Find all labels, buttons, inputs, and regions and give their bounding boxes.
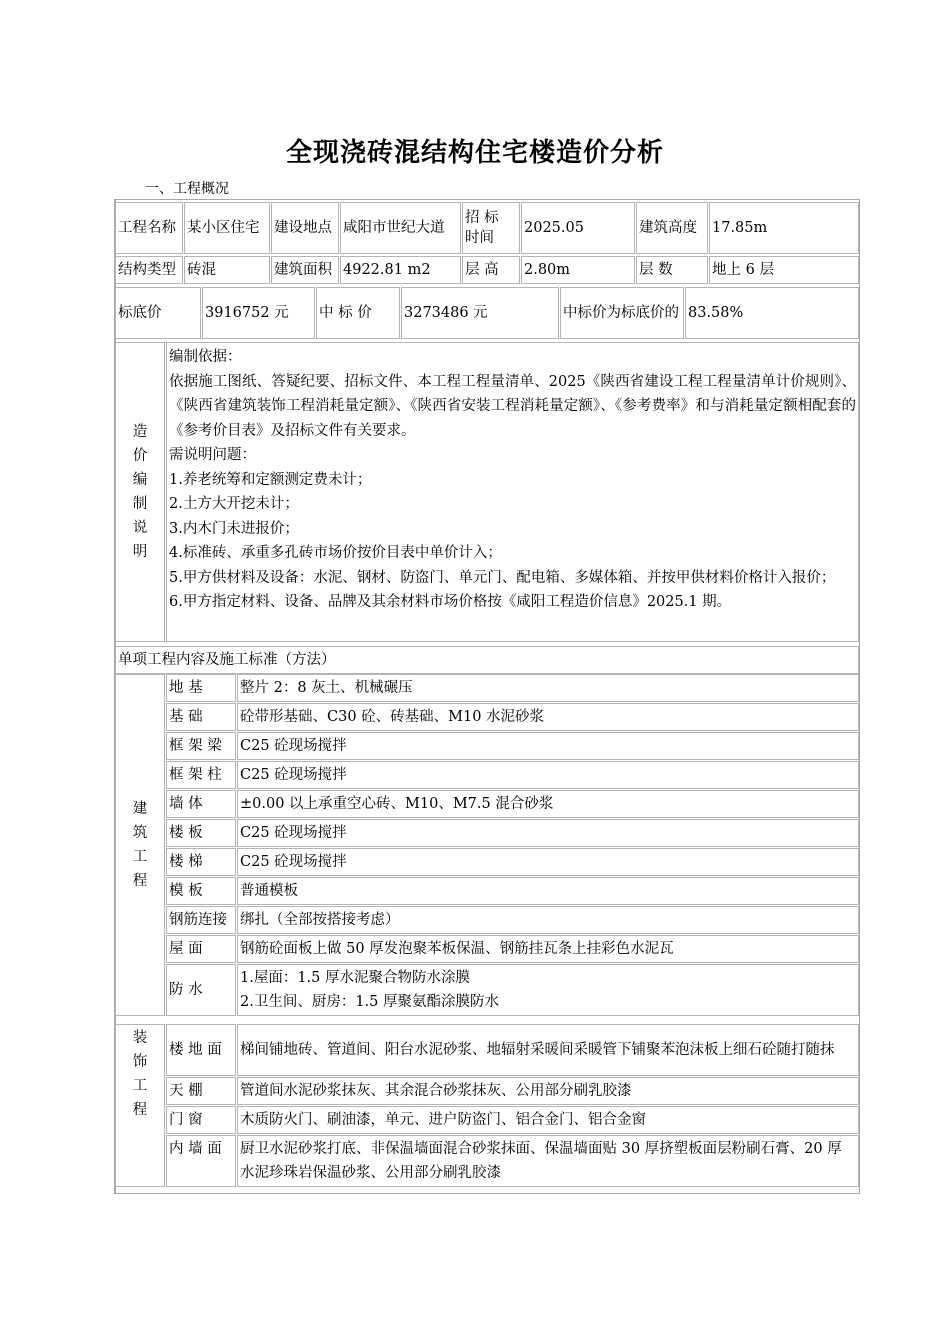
- notes-line: 6.甲方指定材料、设备、品牌及其余材料市场价格按《咸阳工程造价信息》2025.1 期。: [169, 594, 732, 610]
- scope-heading: 单项工程内容及施工标准（方法）: [115, 646, 859, 674]
- notes-line: 5.甲方供材料及设备：水泥、钢材、防盗门、单元门、配电箱、多媒体箱、并按甲供材料价格计入报价；: [169, 569, 836, 586]
- overview-value: 2.80m: [521, 256, 635, 284]
- item-desc: 砼带形基础、C30 砼、砖基础、M10 水泥砂浆: [237, 703, 859, 731]
- item-name: 内 墙 面: [166, 1135, 236, 1187]
- item-desc: 木质防火门、刷油漆，单元、进户防盗门、铝合金门、铝合金窗: [237, 1106, 859, 1134]
- item-name: 防 水: [166, 964, 236, 1016]
- item-desc: 普通模板: [237, 877, 859, 905]
- item-desc: C25 砼现场搅拌: [237, 819, 859, 847]
- overview-label: 结构类型: [115, 256, 183, 284]
- item-name: 门 窗: [166, 1106, 236, 1134]
- item-name: 地 基: [166, 674, 236, 702]
- overview-value: 83.58%: [685, 287, 859, 339]
- item-desc: C25 砼现场搅拌: [237, 732, 859, 760]
- item-name: 屋 面: [166, 935, 236, 963]
- item-desc: 管道间水泥砂浆抹灰、其余混合砂浆抹灰、公用部分刷乳胶漆: [237, 1077, 859, 1105]
- overview-value: 2025.05: [521, 202, 635, 254]
- overview-label: 中 标 价: [316, 287, 400, 339]
- item-name: 墙 体: [166, 790, 236, 818]
- notes-section: [114, 341, 860, 643]
- item-desc: C25 砼现场搅拌: [237, 761, 859, 789]
- notes-line: 4.标准砖、承重多孔砖市场价按价目表中单价计入；: [169, 545, 502, 561]
- overview-value: 地上 6 层: [709, 256, 859, 284]
- notes-line: 2.土方大开挖未计；: [169, 496, 299, 512]
- overview-value: 3916752 元: [202, 287, 315, 339]
- page-title: 全现浇砖混结构住宅楼造价分析: [285, 138, 664, 168]
- item-desc: 1.屋面：1.5 厚水泥聚合物防水涂膜 2.卫生间、厨房：1.5 厚聚氨酯涂膜防水: [237, 964, 859, 1016]
- notes-line: 需说明问题：: [169, 447, 256, 463]
- overview-value: 某小区住宅: [184, 202, 270, 254]
- overview-value: 3273486 元: [401, 287, 559, 339]
- overview-label: 层 数: [636, 256, 708, 284]
- overview-label: 建筑面积: [271, 256, 339, 284]
- item-name: 天 棚: [166, 1077, 236, 1105]
- overview-label: 招 标 时间: [462, 202, 520, 254]
- item-name: 楼 梯: [166, 848, 236, 876]
- overview-value: 咸阳市世纪大道: [340, 202, 461, 254]
- overview-label: 建筑高度: [636, 202, 708, 254]
- notes-label: 造价编制说明: [115, 342, 165, 642]
- overview-row-2: [114, 255, 860, 285]
- item-name: 框 架 梁: [166, 732, 236, 760]
- item-name: 基 础: [166, 703, 236, 731]
- overview-row-1: [114, 201, 860, 255]
- overview-label: 层 高: [462, 256, 520, 284]
- item-name: 钢筋连接: [166, 906, 236, 934]
- item-name: 楼 地 面: [166, 1024, 236, 1076]
- building-label: 建筑工程: [115, 674, 165, 1016]
- notes-line: 1.养老统筹和定额测定费未计；: [169, 471, 372, 488]
- item-desc: ±0.00 以上承重空心砖、M10、M7.5 混合砂浆: [237, 790, 859, 818]
- notes-body: [166, 342, 859, 642]
- item-name: 模 板: [166, 877, 236, 905]
- overview-label: 中标价为标底价的: [560, 287, 684, 339]
- overview-value: 17.85m: [709, 202, 859, 254]
- overview-value: 砖混: [184, 256, 270, 284]
- notes-line: 3.内木门未进报价；: [169, 520, 299, 537]
- notes-line: 编制依据：: [169, 349, 242, 365]
- item-desc: 整片 2：8 灰土、机械碾压: [237, 674, 859, 702]
- item-desc: 梯间铺地砖、管道间、阳台水泥砂浆、地辐射采暖间采暖管下铺聚苯泡沫板上细石砼随打随抹: [237, 1024, 859, 1076]
- item-desc: 绑扎（全部按搭接考虑）: [237, 906, 859, 934]
- decoration-section: [114, 1023, 860, 1188]
- notes-line: 依据施工图纸、答疑纪要、招标文件、本工程工程量清单、2025《陕西省建设工程工程量清单计价规则》、《陕西省建筑装饰工程消耗量定额》、《陕西省安装工程消耗量定额》、《参考费率》和与消耗量定额相配套的《参考价目表》及招标文件有关要求。: [169, 373, 856, 439]
- overview-label: 建设地点: [271, 202, 339, 254]
- scope-heading-row: [114, 645, 860, 675]
- item-name: 框 架 柱: [166, 761, 236, 789]
- overview-row-3: [114, 286, 860, 340]
- overview-label: 标底价: [115, 287, 201, 339]
- section-heading: 一、工程概况: [145, 181, 229, 197]
- building-section: [114, 673, 860, 1017]
- item-desc: C25 砼现场搅拌: [237, 848, 859, 876]
- overview-label: 工程名称: [115, 202, 183, 254]
- item-desc: 钢筋砼面板上做 50 厚发泡聚苯板保温、钢筋挂瓦条上挂彩色水泥瓦: [237, 935, 859, 963]
- item-name: 楼 板: [166, 819, 236, 847]
- decoration-label: 装饰工程: [115, 1024, 165, 1187]
- overview-value: 4922.81 m2: [340, 256, 461, 284]
- item-desc: 厨卫水泥砂浆打底、非保温墙面混合砂浆抹面、保温墙面贴 30 厚挤塑板面层粉刷石膏、20 厚水泥珍珠岩保温砂浆、公用部分刷乳胶漆: [237, 1135, 859, 1187]
